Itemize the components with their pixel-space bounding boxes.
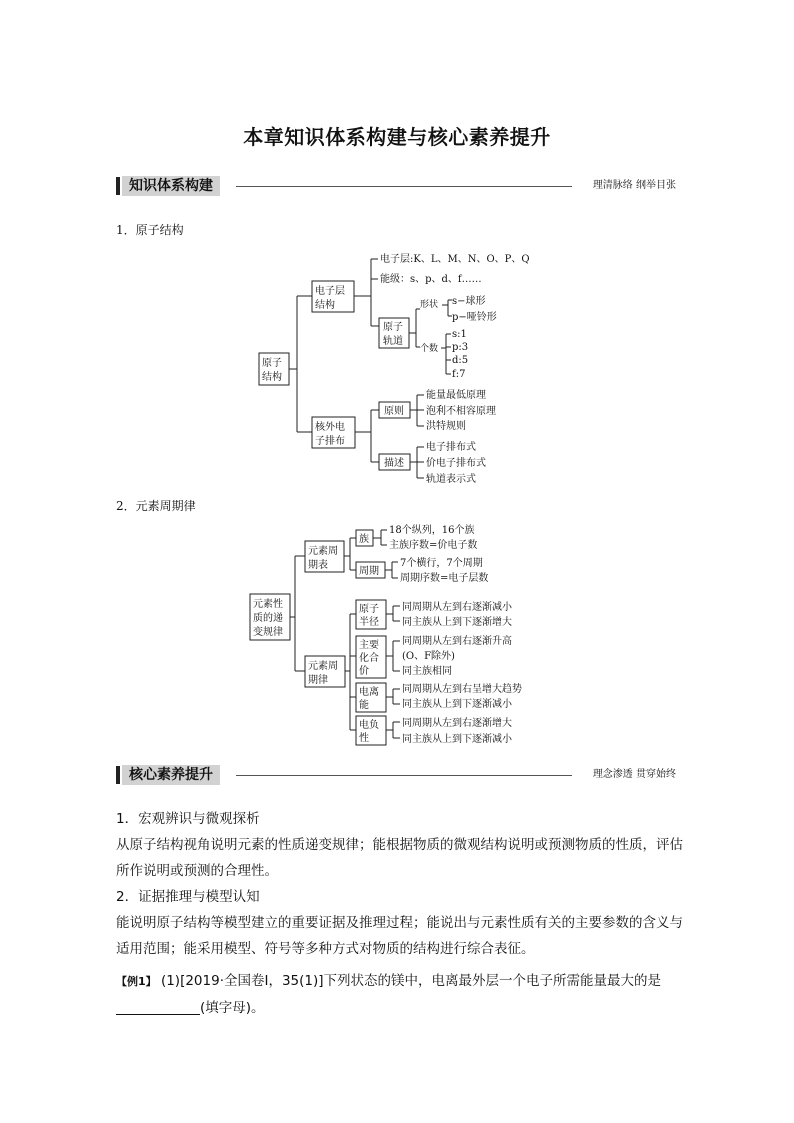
node2-periodic-table-line1: 元素周 — [308, 546, 338, 557]
node2-ionization-line2: 能 — [359, 700, 369, 711]
electronegativity-item-1: 同周期从左到右逐渐增大 — [402, 718, 512, 729]
page-title: 本章知识体系构建与核心素养提升 — [243, 125, 551, 149]
literacy-point-2 — [116, 884, 686, 962]
principle-item-3: 洪特规则 — [426, 421, 466, 432]
node2-valence-line1: 主要 — [359, 640, 379, 651]
section-header-core-literacy — [116, 765, 676, 785]
valence-item-1: 同周期从左到右逐渐升高 — [402, 636, 512, 647]
node2-root-line2: 质的递 — [253, 613, 283, 624]
example-question — [116, 968, 686, 1021]
node2-electronegativity-line1: 电负 — [359, 720, 379, 731]
shape-item-p: p−哑铃形 — [452, 312, 497, 323]
literacy-point-2-title: 2．证据推理与模型认知 — [116, 889, 260, 905]
node2-periodic-table-line2: 期表 — [308, 560, 328, 571]
node-electron-shell-line2: 结构 — [315, 300, 335, 311]
subheading-periodic-law: 2．元素周期律 — [116, 499, 196, 513]
node2-radius-line2: 半径 — [359, 617, 379, 628]
section-label: 知识体系构建 — [122, 176, 220, 196]
count-item-d: d:5 — [452, 355, 469, 366]
node-root-line2: 结构 — [262, 372, 282, 383]
node2-periodic-law-line1: 元素周 — [308, 661, 338, 672]
shape-item-s: s−球形 — [452, 296, 486, 307]
literacy-point-1-body: 从原子结构视角说明元素的性质递变规律；能根据物质的微观结构说明或预测物质的性质，评估所作说明或预测的合理性。 — [116, 837, 683, 879]
node2-valence-line2: 化合 — [359, 653, 379, 664]
count-item-s: s:1 — [452, 329, 467, 340]
node2-root-line3: 变规律 — [253, 627, 283, 638]
node2-root-line1: 元素性 — [253, 599, 283, 610]
section-marker — [116, 766, 120, 784]
node-electron-config-line1: 核外电 — [315, 422, 345, 433]
example-tag: 【例1】 — [116, 975, 157, 988]
node-electron-shell-line1: 电子层 — [315, 286, 345, 297]
period-item-2: 周期序数=电子层数 — [400, 573, 489, 584]
example-tail: (填字母)。 — [200, 1000, 265, 1016]
label-shape: 形状 — [420, 300, 439, 310]
answer-blank[interactable] — [116, 998, 200, 1015]
leaf-shells: 电子层:K、L、M、N、O、P、Q — [380, 254, 530, 265]
node2-radius-line1: 原子 — [359, 604, 379, 615]
leaf-sublevels: 能级：s、p、d、f…… — [380, 274, 482, 285]
section-motto: 理清脉络 纲举目张 — [592, 180, 676, 191]
valence-item-3: 同主族相同 — [402, 666, 452, 677]
node2-electronegativity-line2: 性 — [359, 733, 369, 744]
electronegativity-item-2: 同主族从上到下逐渐减小 — [402, 734, 512, 745]
node-orbital-line2: 轨道 — [383, 336, 403, 347]
group-item-1: 18个纵列，16个族 — [389, 525, 475, 536]
valence-item-2: (O、F除外) — [402, 651, 455, 662]
group-item-2: 主族序数=价电子数 — [389, 540, 478, 551]
literacy-point-2-body: 能说明原子结构等模型建立的重要证据及推理过程；能说出与元素性质有关的主要参数的含义与适用范围；能采用模型、符号等多种方式对物质的结构进行综合表征。 — [116, 915, 683, 957]
radius-item-1: 同周期从左到右逐渐减小 — [402, 602, 512, 613]
literacy-point-1 — [116, 806, 686, 884]
node2-group: 族 — [359, 534, 369, 545]
node-orbital-line1: 原子 — [383, 322, 403, 333]
node2-period: 周期 — [359, 566, 379, 577]
node-root-line1: 原子 — [262, 358, 282, 369]
describe-item-3: 轨道表示式 — [426, 474, 476, 485]
node2-ionization-line1: 电离 — [359, 687, 379, 698]
node2-periodic-law-line2: 期律 — [308, 675, 328, 686]
example-text: (1)[2019·全国卷Ⅰ，35(1)]下列状态的镁中，电离最外层一个电子所需能量最大的是 — [160, 973, 662, 989]
ionization-item-1: 同周期从左到右呈增大趋势 — [402, 684, 522, 695]
section-rule — [236, 775, 572, 776]
node-electron-config-line2: 子排布 — [315, 436, 345, 447]
node-describe: 描述 — [384, 458, 404, 469]
node2-valence-line3: 价 — [359, 666, 369, 677]
describe-item-1: 电子排布式 — [426, 442, 476, 453]
section-motto: 理念渗透 贯穿始终 — [592, 769, 676, 780]
principle-item-1: 能量最低原理 — [426, 390, 486, 401]
section-label: 核心素养提升 — [122, 765, 220, 785]
ionization-item-2: 同主族从上到下逐渐减小 — [402, 699, 512, 710]
period-item-1: 7个横行，7个周期 — [400, 558, 483, 569]
principle-item-2: 泡利不相容原理 — [426, 406, 496, 417]
describe-item-2: 价电子排布式 — [426, 458, 486, 469]
subheading-atomic-structure: 1．原子结构 — [116, 223, 184, 237]
count-item-f: f:7 — [452, 369, 466, 380]
node-principle: 原则 — [384, 406, 404, 417]
label-count: 个数 — [420, 344, 439, 354]
count-item-p: p:3 — [452, 342, 469, 353]
radius-item-2: 同主族从上到下逐渐增大 — [402, 617, 512, 628]
literacy-point-1-title: 1．宏观辨识与微观探析 — [116, 811, 260, 827]
